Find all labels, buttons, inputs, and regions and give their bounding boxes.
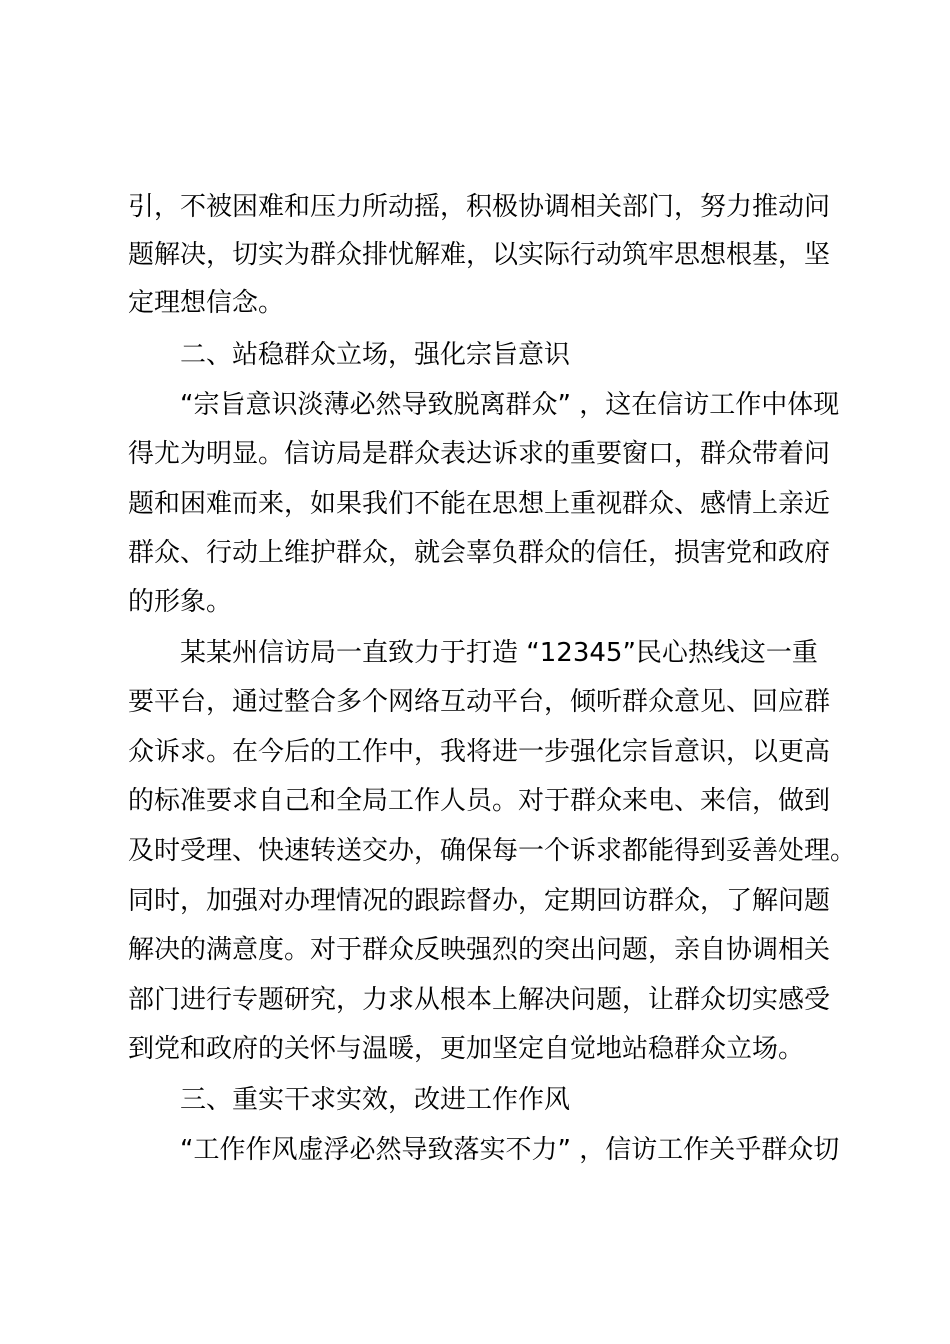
paragraph-line: 题解决，切实为群众排忧解难，以实际行动筑牢思想根基，坚 [128, 240, 831, 270]
section-heading: 三、重实干求实效，改进工作作风 [180, 1085, 571, 1115]
paragraph-line: 某某州信访局一直致力于打造 “12345”民心热线这一重 [180, 638, 818, 668]
paragraph-line: 部门进行专题研究，力求从根本上解决问题，让群众切实感受 [128, 985, 831, 1015]
paragraph-line: “工作作风虚浮必然导致落实不力” ，信访工作关乎群众切 [180, 1135, 840, 1165]
paragraph-line: 众诉求。在今后的工作中，我将进一步强化宗旨意识，以更高 [128, 737, 831, 767]
paragraph-line: 的标准要求自己和全局工作人员。对于群众来电、来信，做到 [128, 786, 831, 816]
paragraph-line: 定理想信念。 [128, 288, 285, 318]
paragraph-line: 及时受理、快速转送交办，确保每一个诉求都能得到妥善处理。 [128, 836, 857, 866]
paragraph-line: 要平台，通过整合多个网络互动平台，倾听群众意见、回应群 [128, 687, 831, 717]
paragraph-line: 题和困难而来，如果我们不能在思想上重视群众、感情上亲近 [128, 489, 831, 519]
section-heading: 二、站稳群众立场，强化宗旨意识 [180, 340, 571, 370]
paragraph-line: “宗旨意识淡薄必然导致脱离群众” ，这在信访工作中体现 [180, 390, 840, 420]
paragraph-line: 到党和政府的关怀与温暖，更加坚定自觉地站稳群众立场。 [128, 1034, 805, 1064]
paragraph-line: 同时，加强对办理情况的跟踪督办，定期回访群众，了解问题 [128, 886, 831, 916]
paragraph-line: 引，不被困难和压力所动摇，积极协调相关部门，努力推动问 [128, 192, 831, 222]
paragraph-line: 群众、行动上维护群众，就会辜负群众的信任，损害党和政府 [128, 538, 831, 568]
paragraph-line: 得尤为明显。信访局是群众表达诉求的重要窗口，群众带着问 [128, 439, 831, 469]
paragraph-line: 的形象。 [128, 587, 233, 617]
paragraph-line: 解决的满意度。对于群众反映强烈的突出问题，亲自协调相关 [128, 935, 831, 965]
